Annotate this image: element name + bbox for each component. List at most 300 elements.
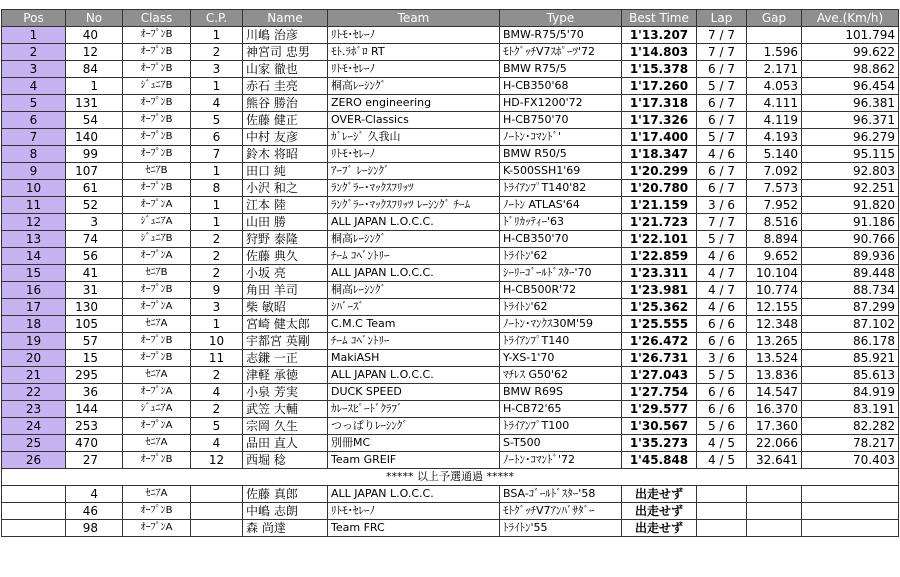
cp-cell	[191, 486, 243, 503]
col-header-lap: Lap	[697, 10, 747, 27]
gap-cell: 13.265	[747, 333, 802, 350]
cp-cell: 6	[191, 129, 243, 146]
team-cell: ﾗﾝｸﾞﾗｰ･ﾏｯｸｽﾌﾘｯﾂ ﾚｰｼﾝｸﾞ ﾁｰﾑ	[328, 197, 500, 214]
lap-cell: 4 / 6	[697, 146, 747, 163]
best-time-cell: 1'22.101	[622, 231, 697, 248]
type-cell: ﾓﾄｸﾞｯﾁV7ｽﾎﾟｰﾂ'72	[500, 44, 622, 61]
number-cell: 41	[66, 265, 123, 282]
best-time-cell: 1'21.159	[622, 197, 697, 214]
table-row	[2, 231, 899, 248]
result-rows	[2, 27, 899, 469]
best-time-cell: 1'14.803	[622, 44, 697, 61]
lap-cell: 4 / 6	[697, 299, 747, 316]
average-speed-cell	[802, 520, 899, 537]
average-speed-cell: 92.251	[802, 180, 899, 197]
number-cell: 74	[66, 231, 123, 248]
gap-cell: 5.140	[747, 146, 802, 163]
type-cell: ﾄﾗｲﾄﾝ'62	[500, 299, 622, 316]
name-cell: 志鎌 一正	[243, 350, 328, 367]
name-cell: 武笠 大輔	[243, 401, 328, 418]
type-cell: S-T500	[500, 435, 622, 452]
position-cell: 19	[2, 333, 66, 350]
cp-cell: 1	[191, 27, 243, 44]
lap-cell: 4 / 5	[697, 435, 747, 452]
team-cell: ALL JAPAN L.O.C.C.	[328, 486, 500, 503]
cp-cell: 9	[191, 282, 243, 299]
cp-cell: 3	[191, 61, 243, 78]
gap-cell	[747, 520, 802, 537]
name-cell: 鈴木 将昭	[243, 146, 328, 163]
position-cell	[2, 486, 66, 503]
type-cell: H-CB350'68	[500, 78, 622, 95]
name-cell: 宗岡 久生	[243, 418, 328, 435]
lap-cell: 6 / 7	[697, 163, 747, 180]
name-cell: 西堀 稔	[243, 452, 328, 469]
number-cell: 61	[66, 180, 123, 197]
cp-cell: 1	[191, 316, 243, 333]
type-cell: BMW R75/5	[500, 61, 622, 78]
status-cell: 出走せず	[622, 486, 697, 503]
type-cell: ﾉｰﾄﾝ ATLAS'64	[500, 197, 622, 214]
average-speed-cell: 101.794	[802, 27, 899, 44]
number-cell: 1	[66, 78, 123, 95]
team-cell: ｶﾞﾚｰｼﾞ 久我山	[328, 129, 500, 146]
gap-cell: 2.171	[747, 61, 802, 78]
number-cell: 4	[66, 486, 123, 503]
name-cell: 赤石 圭亮	[243, 78, 328, 95]
col-header-best-time: Best Time	[622, 10, 697, 27]
position-cell: 13	[2, 231, 66, 248]
cp-cell: 2	[191, 401, 243, 418]
col-header-name: Name	[243, 10, 328, 27]
number-cell: 15	[66, 350, 123, 367]
best-time-cell: 1'17.318	[622, 95, 697, 112]
type-cell: H-CB72'65	[500, 401, 622, 418]
type-cell: ﾄﾗｲｱﾝﾌﾟT140'82	[500, 180, 622, 197]
average-speed-cell: 96.454	[802, 78, 899, 95]
position-cell: 10	[2, 180, 66, 197]
class-cell: ｾﾆｱA	[123, 486, 191, 503]
best-time-cell: 1'20.299	[622, 163, 697, 180]
average-speed-cell: 92.803	[802, 163, 899, 180]
position-cell	[2, 503, 66, 520]
table-row	[2, 163, 899, 180]
position-cell: 15	[2, 265, 66, 282]
type-cell: ﾄﾗｲｱﾝﾌﾟT140	[500, 333, 622, 350]
position-cell: 1	[2, 27, 66, 44]
dns-rows	[2, 486, 899, 537]
type-cell: ｼｰﾘｰｺﾞｰﾙﾄﾞｽﾀｰ'70	[500, 265, 622, 282]
lap-cell: 5 / 6	[697, 418, 747, 435]
class-cell: ｵｰﾌﾟﾝB	[123, 95, 191, 112]
team-cell: ﾗﾝｸﾞﾗｰ･ﾏｯｸｽﾌﾘｯﾂ	[328, 180, 500, 197]
class-cell: ｼﾞｭﾆｱA	[123, 401, 191, 418]
gap-cell: 4.053	[747, 78, 802, 95]
name-cell: 宇都宮 英剛	[243, 333, 328, 350]
class-cell: ｵｰﾌﾟﾝA	[123, 299, 191, 316]
table-row	[2, 418, 899, 435]
name-cell: 中村 友彦	[243, 129, 328, 146]
class-cell: ｾﾆｱA	[123, 435, 191, 452]
average-speed-cell: 85.613	[802, 367, 899, 384]
table-row	[2, 248, 899, 265]
gap-cell: 4.111	[747, 95, 802, 112]
col-header-cp: C.P.	[191, 10, 243, 27]
number-cell: 52	[66, 197, 123, 214]
best-time-cell: 1'26.472	[622, 333, 697, 350]
number-cell: 12	[66, 44, 123, 61]
class-cell: ｾﾆｱA	[123, 316, 191, 333]
table-row	[2, 95, 899, 112]
average-speed-cell: 85.921	[802, 350, 899, 367]
number-cell: 99	[66, 146, 123, 163]
position-cell: 24	[2, 418, 66, 435]
best-time-cell: 1'17.400	[622, 129, 697, 146]
name-cell: 熊谷 勝治	[243, 95, 328, 112]
number-cell: 36	[66, 384, 123, 401]
type-cell: ﾏﾁﾚｽ G50'62	[500, 367, 622, 384]
class-cell: ｾﾆｱB	[123, 163, 191, 180]
name-cell: 中嶋 志朗	[243, 503, 328, 520]
average-speed-cell: 88.734	[802, 282, 899, 299]
cp-cell	[191, 520, 243, 537]
lap-cell: 6 / 7	[697, 95, 747, 112]
type-cell: ﾄﾞﾘｶｯﾃｨｰ'63	[500, 214, 622, 231]
cp-cell: 12	[191, 452, 243, 469]
position-cell: 2	[2, 44, 66, 61]
cp-cell: 2	[191, 367, 243, 384]
table-row	[2, 214, 899, 231]
table-row	[2, 112, 899, 129]
number-cell: 98	[66, 520, 123, 537]
average-speed-cell: 90.766	[802, 231, 899, 248]
name-cell: 山家 徹也	[243, 61, 328, 78]
average-speed-cell	[802, 486, 899, 503]
position-cell: 4	[2, 78, 66, 95]
team-cell: ｼﾊﾞｰｽﾞ	[328, 299, 500, 316]
team-cell: ｶﾚｰｽﾋﾟｰﾄﾞｸﾗﾌﾞ	[328, 401, 500, 418]
class-cell: ｾﾆｱB	[123, 265, 191, 282]
name-cell: 津軽 承徳	[243, 367, 328, 384]
number-cell: 253	[66, 418, 123, 435]
position-cell	[2, 520, 66, 537]
type-cell: Y-XS-1'70	[500, 350, 622, 367]
name-cell: 山田 勝	[243, 214, 328, 231]
number-cell: 54	[66, 112, 123, 129]
average-speed-cell	[802, 503, 899, 520]
name-cell: 宮崎 健太郎	[243, 316, 328, 333]
cp-cell: 8	[191, 180, 243, 197]
cp-cell: 2	[191, 265, 243, 282]
gap-cell	[747, 27, 802, 44]
number-cell: 56	[66, 248, 123, 265]
average-speed-cell: 89.936	[802, 248, 899, 265]
position-cell: 21	[2, 367, 66, 384]
gap-cell: 1.596	[747, 44, 802, 61]
table-row	[2, 129, 899, 146]
class-cell: ｵｰﾌﾟﾝA	[123, 248, 191, 265]
table-row	[2, 61, 899, 78]
team-cell: Team FRC	[328, 520, 500, 537]
table-row	[2, 78, 899, 95]
type-cell: ﾄﾗｲﾄﾝ'62	[500, 248, 622, 265]
table-row	[2, 452, 899, 469]
gap-cell: 7.092	[747, 163, 802, 180]
class-cell: ｵｰﾌﾟﾝB	[123, 61, 191, 78]
team-cell: C.M.C Team	[328, 316, 500, 333]
team-cell: ALL JAPAN L.O.C.C.	[328, 214, 500, 231]
class-cell: ｵｰﾌﾟﾝB	[123, 282, 191, 299]
cp-cell: 2	[191, 231, 243, 248]
best-time-cell: 1'25.362	[622, 299, 697, 316]
average-speed-cell: 96.371	[802, 112, 899, 129]
col-header-pos: Pos	[2, 10, 66, 27]
position-cell: 26	[2, 452, 66, 469]
position-cell: 7	[2, 129, 66, 146]
name-cell: 佐藤 真郎	[243, 486, 328, 503]
table-row	[2, 299, 899, 316]
lap-cell: 4 / 5	[697, 452, 747, 469]
lap-cell: 5 / 7	[697, 129, 747, 146]
table-row	[2, 333, 899, 350]
table-row	[2, 435, 899, 452]
lap-cell: 7 / 7	[697, 214, 747, 231]
name-cell: 神宮司 忠男	[243, 44, 328, 61]
name-cell: 品田 直人	[243, 435, 328, 452]
dns-row	[2, 520, 899, 537]
team-cell: ﾘﾄﾓ･ｾﾚｰﾉ	[328, 27, 500, 44]
position-cell: 17	[2, 299, 66, 316]
results-sheet	[1, 9, 899, 537]
name-cell: 佐藤 健正	[243, 112, 328, 129]
status-cell: 出走せず	[622, 520, 697, 537]
type-cell: H-CB500R'72	[500, 282, 622, 299]
team-cell: ALL JAPAN L.O.C.C.	[328, 367, 500, 384]
number-cell: 84	[66, 61, 123, 78]
team-cell: ZERO engineering	[328, 95, 500, 112]
table-row	[2, 367, 899, 384]
gap-cell	[747, 503, 802, 520]
class-cell: ｵｰﾌﾟﾝB	[123, 350, 191, 367]
team-cell: Team GREIF	[328, 452, 500, 469]
lap-cell: 7 / 7	[697, 44, 747, 61]
team-cell: OVER-Classics	[328, 112, 500, 129]
number-cell: 130	[66, 299, 123, 316]
average-speed-cell: 83.191	[802, 401, 899, 418]
team-cell: MakiASH	[328, 350, 500, 367]
gap-cell: 10.774	[747, 282, 802, 299]
number-cell: 105	[66, 316, 123, 333]
cp-cell: 4	[191, 435, 243, 452]
name-cell: 柴 敏昭	[243, 299, 328, 316]
position-cell: 23	[2, 401, 66, 418]
col-header-ave: Ave.(Km/h)	[802, 10, 899, 27]
name-cell: 狩野 泰隆	[243, 231, 328, 248]
average-speed-cell: 96.279	[802, 129, 899, 146]
gap-cell: 4.119	[747, 112, 802, 129]
cp-cell: 10	[191, 333, 243, 350]
cp-cell: 1	[191, 78, 243, 95]
name-cell: 小沢 和之	[243, 180, 328, 197]
lap-cell: 6 / 6	[697, 333, 747, 350]
average-speed-cell: 91.186	[802, 214, 899, 231]
best-time-cell: 1'25.555	[622, 316, 697, 333]
average-speed-cell: 87.299	[802, 299, 899, 316]
best-time-cell: 1'20.780	[622, 180, 697, 197]
number-cell: 470	[66, 435, 123, 452]
lap-cell: 6 / 6	[697, 316, 747, 333]
lap-cell: 4 / 7	[697, 265, 747, 282]
name-cell: 川嶋 治彦	[243, 27, 328, 44]
position-cell: 9	[2, 163, 66, 180]
table-row	[2, 146, 899, 163]
table-row	[2, 180, 899, 197]
lap-cell: 7 / 7	[697, 27, 747, 44]
gap-cell: 4.193	[747, 129, 802, 146]
col-header-gap: Gap	[747, 10, 802, 27]
cp-cell: 3	[191, 299, 243, 316]
lap-cell: 5 / 7	[697, 231, 747, 248]
gap-cell: 22.066	[747, 435, 802, 452]
lap-cell: 5 / 7	[697, 78, 747, 95]
average-speed-cell: 87.102	[802, 316, 899, 333]
best-time-cell: 1'17.326	[622, 112, 697, 129]
cp-cell	[191, 503, 243, 520]
table-row	[2, 282, 899, 299]
position-cell: 20	[2, 350, 66, 367]
team-cell: つっぱりﾚｰｼﾝｸﾞ	[328, 418, 500, 435]
best-time-cell: 1'45.848	[622, 452, 697, 469]
table-row	[2, 197, 899, 214]
lap-cell: 4 / 7	[697, 282, 747, 299]
type-cell: ﾓﾄｸﾞｯﾁV7ｱﾝﾊﾞｻﾀﾞｰ	[500, 503, 622, 520]
table-row	[2, 44, 899, 61]
gap-cell: 14.547	[747, 384, 802, 401]
class-cell: ｵｰﾌﾟﾝA	[123, 520, 191, 537]
table-row	[2, 384, 899, 401]
gap-cell: 9.652	[747, 248, 802, 265]
team-cell: ﾓﾄ.ﾗﾎﾞﾛ RT	[328, 44, 500, 61]
average-speed-cell: 78.217	[802, 435, 899, 452]
cp-cell: 4	[191, 384, 243, 401]
best-time-cell: 1'21.723	[622, 214, 697, 231]
type-cell: ﾉｰﾄﾝ･ｺﾏﾝﾄﾞ'	[500, 129, 622, 146]
cp-cell: 5	[191, 418, 243, 435]
team-cell: ﾘﾄﾓ･ｾﾚｰﾉ	[328, 146, 500, 163]
best-time-cell: 1'27.754	[622, 384, 697, 401]
position-cell: 6	[2, 112, 66, 129]
type-cell: BSA-ｺﾞｰﾙﾄﾞｽﾀｰ'58	[500, 486, 622, 503]
class-cell: ｵｰﾌﾟﾝA	[123, 197, 191, 214]
number-cell: 107	[66, 163, 123, 180]
average-speed-cell: 89.448	[802, 265, 899, 282]
cp-cell: 11	[191, 350, 243, 367]
average-speed-cell: 82.282	[802, 418, 899, 435]
name-cell: 江本 陸	[243, 197, 328, 214]
class-cell: ｵｰﾌﾟﾝB	[123, 112, 191, 129]
qualify-separator: ***** 以上予選通過 *****	[2, 469, 899, 486]
class-cell: ｵｰﾌﾟﾝB	[123, 27, 191, 44]
type-cell: HD-FX1200'72	[500, 95, 622, 112]
position-cell: 25	[2, 435, 66, 452]
cp-cell: 2	[191, 248, 243, 265]
cp-cell: 5	[191, 112, 243, 129]
class-cell: ｵｰﾌﾟﾝB	[123, 503, 191, 520]
type-cell: ﾉｰﾄﾝ･ﾏﾝｸｽ30M'59	[500, 316, 622, 333]
name-cell: 小坂 亮	[243, 265, 328, 282]
team-cell: 桐高ﾚｰｼﾝｸﾞ	[328, 78, 500, 95]
best-time-cell: 1'23.981	[622, 282, 697, 299]
team-cell: ﾁｰﾑ ｺﾍﾞﾝﾄﾘｰ	[328, 248, 500, 265]
gap-cell: 17.360	[747, 418, 802, 435]
cp-cell: 1	[191, 214, 243, 231]
status-cell: 出走せず	[622, 503, 697, 520]
gap-cell: 32.641	[747, 452, 802, 469]
position-cell: 12	[2, 214, 66, 231]
average-speed-cell: 91.820	[802, 197, 899, 214]
class-cell: ｼﾞｭﾆｱB	[123, 78, 191, 95]
class-cell: ｼﾞｭﾆｱA	[123, 214, 191, 231]
type-cell: H-CB350'70	[500, 231, 622, 248]
qualify-separator-row	[2, 469, 899, 486]
best-time-cell: 1'18.347	[622, 146, 697, 163]
class-cell: ｵｰﾌﾟﾝB	[123, 452, 191, 469]
class-cell: ｾﾆｱA	[123, 367, 191, 384]
best-time-cell: 1'17.260	[622, 78, 697, 95]
best-time-cell: 1'29.577	[622, 401, 697, 418]
best-time-cell: 1'35.273	[622, 435, 697, 452]
team-cell: 桐高ﾚｰｼﾝｸﾞ	[328, 231, 500, 248]
number-cell: 131	[66, 95, 123, 112]
position-cell: 8	[2, 146, 66, 163]
class-cell: ｵｰﾌﾟﾝB	[123, 44, 191, 61]
average-speed-cell: 70.403	[802, 452, 899, 469]
best-time-cell: 1'22.859	[622, 248, 697, 265]
best-time-cell: 1'23.311	[622, 265, 697, 282]
table-row	[2, 27, 899, 44]
number-cell: 57	[66, 333, 123, 350]
position-cell: 22	[2, 384, 66, 401]
team-cell: ｱｰﾌﾞ ﾚｰｼﾝｸﾞ	[328, 163, 500, 180]
lap-cell: 6 / 7	[697, 61, 747, 78]
type-cell: BMW-R75/5'70	[500, 27, 622, 44]
team-cell: ALL JAPAN L.O.C.C.	[328, 265, 500, 282]
gap-cell: 7.952	[747, 197, 802, 214]
number-cell: 140	[66, 129, 123, 146]
name-cell: 森 尚達	[243, 520, 328, 537]
number-cell: 46	[66, 503, 123, 520]
best-time-cell: 1'13.207	[622, 27, 697, 44]
table-row	[2, 401, 899, 418]
lap-cell: 6 / 7	[697, 112, 747, 129]
gap-cell: 12.348	[747, 316, 802, 333]
lap-cell: 6 / 7	[697, 180, 747, 197]
lap-cell: 5 / 5	[697, 367, 747, 384]
header-row	[2, 10, 899, 27]
gap-cell	[747, 486, 802, 503]
average-speed-cell: 84.919	[802, 384, 899, 401]
cp-cell: 2	[191, 44, 243, 61]
type-cell: ﾄﾗｲｱﾝﾌﾟT100	[500, 418, 622, 435]
number-cell: 144	[66, 401, 123, 418]
number-cell: 40	[66, 27, 123, 44]
table-row	[2, 316, 899, 333]
team-cell: ﾘﾄﾓ･ｾﾚｰﾉ	[328, 503, 500, 520]
table-row	[2, 350, 899, 367]
results-table	[1, 9, 899, 537]
class-cell: ｵｰﾌﾟﾝB	[123, 129, 191, 146]
col-header-class: Class	[123, 10, 191, 27]
